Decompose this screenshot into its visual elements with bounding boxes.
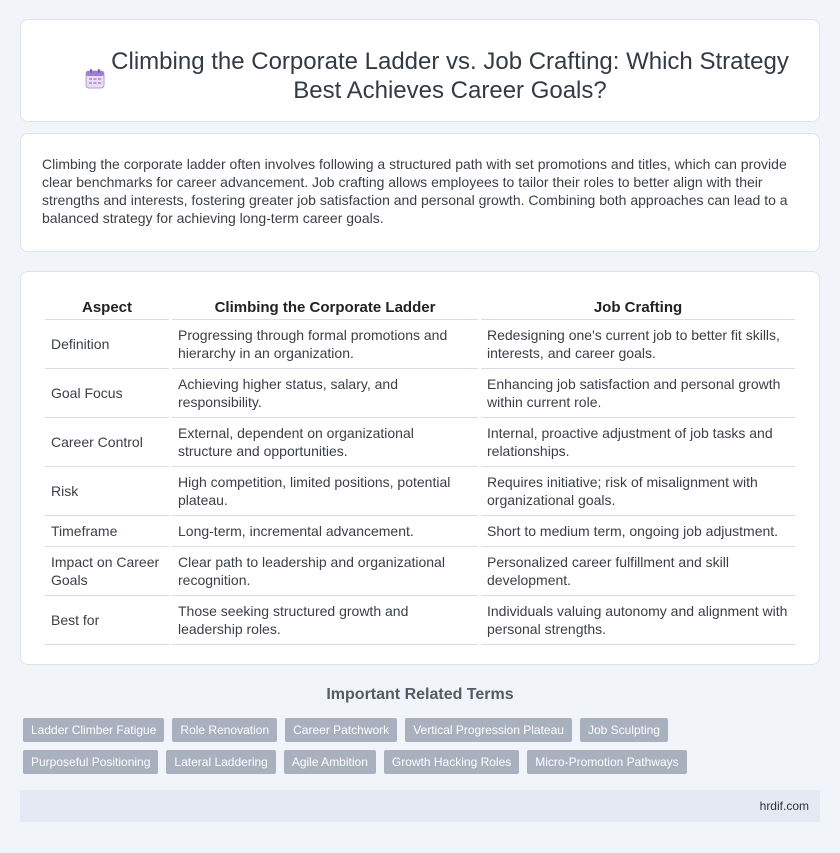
aspect-cell: Risk xyxy=(45,467,169,516)
crafting-cell: Requires initiative; risk of misalignment with organizational goals. xyxy=(481,467,795,516)
related-term-tag[interactable]: Job Sculpting xyxy=(580,718,668,742)
table-row xyxy=(45,369,795,418)
table-row xyxy=(45,596,795,645)
table-row xyxy=(45,418,795,467)
aspect-cell: Timeframe xyxy=(45,516,169,547)
header-corporate-ladder: Climbing the Corporate Ladder xyxy=(172,297,478,320)
related-terms-title: Important Related Terms xyxy=(326,686,514,703)
ladder-cell: Progressing through formal promotions and hierarchy in an organization. xyxy=(172,320,478,369)
intro-card xyxy=(20,133,820,252)
table-row xyxy=(45,467,795,516)
crafting-cell: Enhancing job satisfaction and personal growth within current role. xyxy=(481,369,795,418)
crafting-cell: Redesigning one's current job to better fit skills, interests, and career goals. xyxy=(481,320,795,369)
aspect-cell: Definition xyxy=(45,320,169,369)
comparison-card xyxy=(20,271,820,665)
page-title: Climbing the Corporate Ladder vs. Job Crafting: Which Strategy Best Achieves Career Goals? xyxy=(111,48,789,104)
related-term-tag[interactable]: Ladder Climber Fatigue xyxy=(23,718,164,742)
aspect-cell: Impact on Career Goals xyxy=(45,547,169,596)
comparison-table xyxy=(42,297,798,645)
table-header-row xyxy=(45,297,795,320)
crafting-cell: Personalized career fulfillment and skill development. xyxy=(481,547,795,596)
ladder-cell: Achieving higher status, salary, and responsibility. xyxy=(172,369,478,418)
ladder-cell: Clear path to leadership and organizational recognition. xyxy=(172,547,478,596)
related-term-tag[interactable]: Career Patchwork xyxy=(285,718,397,742)
crafting-cell: Individuals valuing autonomy and alignment with personal strengths. xyxy=(481,596,795,645)
aspect-cell: Career Control xyxy=(45,418,169,467)
crafting-cell: Short to medium term, ongoing job adjustment. xyxy=(481,516,795,547)
footer-site-link[interactable]: hrdif.com xyxy=(759,799,809,813)
ladder-cell: Long-term, incremental advancement. xyxy=(172,516,478,547)
table-row xyxy=(45,320,795,369)
footer xyxy=(20,790,820,822)
title-card xyxy=(20,19,820,122)
ladder-cell: High competition, limited positions, potential plateau. xyxy=(172,467,478,516)
crafting-cell: Internal, proactive adjustment of job tasks and relationships. xyxy=(481,418,795,467)
related-term-tag[interactable]: Agile Ambition xyxy=(284,750,376,774)
aspect-cell: Best for xyxy=(45,596,169,645)
intro-paragraph: Climbing the corporate ladder often involves following a structured path with set promotions and titles, which can provide clear benchmarks for career advancement. Job crafting allows employees to tailor their roles to better align with their strengths and interests, fostering greater job satisfaction and personal growth. Combining both approaches can lead to a balanced strategy for achieving long-term career goals. xyxy=(42,156,788,226)
table-row xyxy=(45,547,795,596)
related-term-tag[interactable]: Lateral Laddering xyxy=(166,750,275,774)
header-job-crafting: Job Crafting xyxy=(481,297,795,320)
related-term-tag[interactable]: Growth Hacking Roles xyxy=(384,750,519,774)
ladder-cell: Those seeking structured growth and leadership roles. xyxy=(172,596,478,645)
aspect-cell: Goal Focus xyxy=(45,369,169,418)
related-term-tag[interactable]: Vertical Progression Plateau xyxy=(405,718,572,742)
header-aspect: Aspect xyxy=(45,297,169,320)
related-term-tag[interactable]: Micro-Promotion Pathways xyxy=(527,750,686,774)
table-row xyxy=(45,516,795,547)
related-term-tag[interactable]: Purposeful Positioning xyxy=(23,750,158,774)
ladder-cell: External, dependent on organizational structure and opportunities. xyxy=(172,418,478,467)
related-terms-list xyxy=(23,718,803,774)
related-term-tag[interactable]: Role Renovation xyxy=(172,718,277,742)
